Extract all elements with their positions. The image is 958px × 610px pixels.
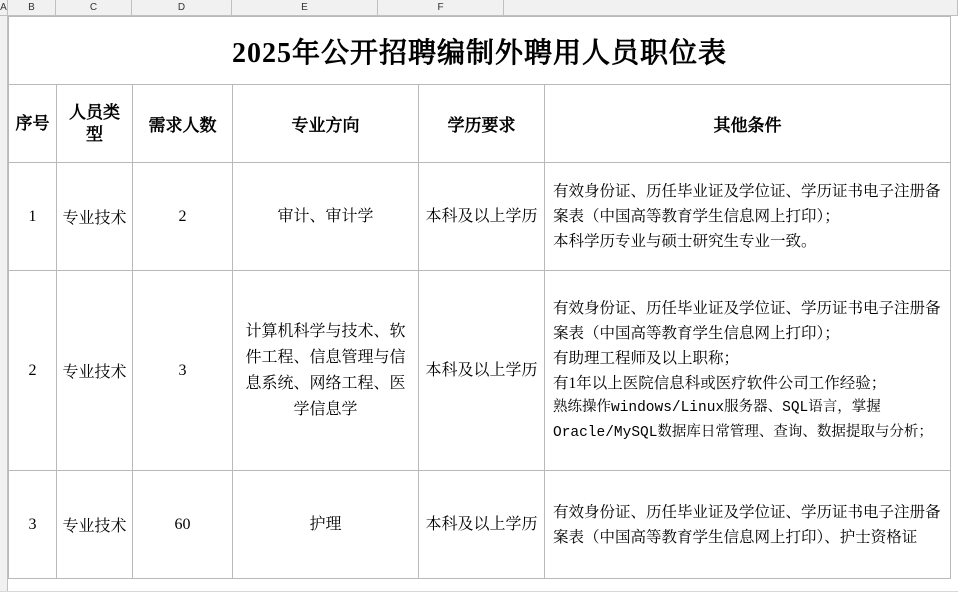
- header-other: 其他条件: [545, 85, 951, 163]
- cell-education: 本科及以上学历: [419, 471, 545, 579]
- table-row: [9, 471, 951, 579]
- cell-other-conditions: [545, 271, 951, 471]
- other-condition-line: 有效身份证、历任毕业证及学位证、学历证书电子注册备案表（中国高等教育学生信息网上打印）；: [553, 299, 941, 342]
- header-major: 专业方向: [233, 85, 419, 163]
- cell-type: 专业技术: [57, 471, 133, 579]
- column-header-bar: [0, 0, 958, 16]
- cell-major: 计算机科学与技术、软件工程、信息管理与信息系统、网络工程、医学信息学: [233, 271, 419, 471]
- column-header-a[interactable]: A: [0, 2, 7, 13]
- other-condition-line: 有效身份证、历任毕业证及学位证、学历证书电子注册备案表（中国高等教育学生信息网上打印）；: [553, 183, 941, 225]
- header-count: 需求人数: [133, 85, 233, 163]
- sheet-bottom-strip: [0, 591, 958, 610]
- column-header-f[interactable]: F: [378, 0, 504, 15]
- cell-count: 2: [133, 163, 233, 271]
- column-header-spacer: [504, 0, 958, 15]
- column-header-e[interactable]: E: [232, 0, 378, 15]
- column-header-c[interactable]: C: [56, 0, 132, 15]
- other-condition-line: 熟练操作windows/Linux服务器、SQL语言，掌握Oracle/MySQL数据库日常管理、查询、数据提取与分析；: [553, 399, 933, 441]
- job-positions-table: [8, 16, 951, 579]
- other-condition-line: 有1年以上医院信息科或医疗软件公司工作经验；: [553, 374, 887, 392]
- cell-seq: 3: [9, 471, 57, 579]
- column-header-b[interactable]: B: [8, 0, 56, 15]
- header-education: 学历要求: [419, 85, 545, 163]
- page-title: 2025年公开招聘编制外聘用人员职位表: [9, 17, 951, 85]
- table-header-row: [9, 85, 951, 163]
- cell-major: 护理: [233, 471, 419, 579]
- other-condition-line: 本科学历专业与硕士研究生专业一致。: [553, 233, 817, 250]
- cell-type: 专业技术: [57, 271, 133, 471]
- cell-major: 审计、审计学: [233, 163, 419, 271]
- cell-other-conditions: [545, 471, 951, 579]
- cell-count: 60: [133, 471, 233, 579]
- row-header-column: [0, 16, 8, 592]
- header-seq: 序号: [9, 85, 57, 163]
- table-row: [9, 163, 951, 271]
- cell-count: 3: [133, 271, 233, 471]
- cell-seq: 1: [9, 163, 57, 271]
- column-header-d[interactable]: D: [132, 0, 232, 15]
- other-condition-line: 有助理工程师及以上职称；: [553, 349, 740, 367]
- header-type: 人员类型: [57, 85, 133, 163]
- other-condition-line: 有效身份证、历任毕业证及学位证、学历证书电子注册备案表（中国高等教育学生信息网上打印）、护士资格证: [553, 503, 941, 546]
- cell-other-conditions: [545, 163, 951, 271]
- table-row: [9, 271, 951, 471]
- cell-type: 专业技术: [57, 163, 133, 271]
- cell-education: 本科及以上学历: [419, 163, 545, 271]
- cell-education: 本科及以上学历: [419, 271, 545, 471]
- title-row: [9, 17, 951, 85]
- cell-seq: 2: [9, 271, 57, 471]
